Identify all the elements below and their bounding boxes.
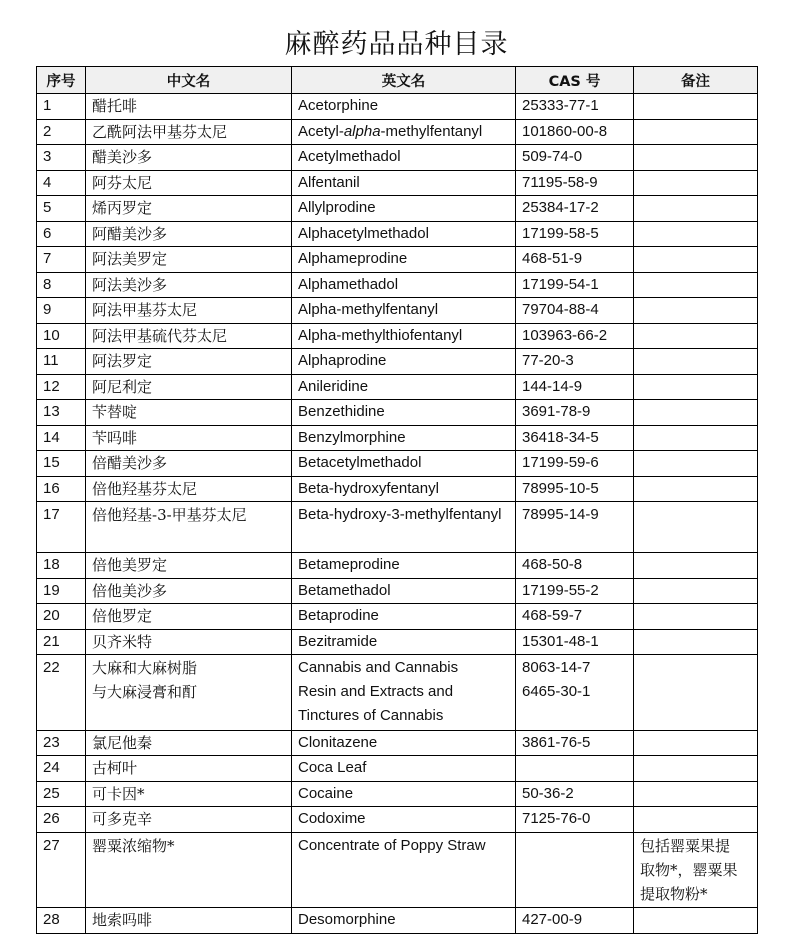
cell-cas-number: 50-36-2 (516, 781, 634, 807)
cell-cas-number: 25333-77-1 (516, 94, 634, 120)
cell-english-name: Benzylmorphine (292, 425, 516, 451)
drug-catalog-table (36, 66, 758, 934)
cell-remarks (634, 604, 758, 630)
cell-chinese-name: 乙酰阿法甲基芬太尼 (86, 119, 292, 145)
cell-cas-number: 3861-76-5 (516, 730, 634, 756)
cell-english-name: Acetyl-alpha-methylfentanyl (292, 119, 516, 145)
cell-english-name: Betamethadol (292, 578, 516, 604)
cell-serial-no: 14 (37, 425, 86, 451)
cell-serial-no: 8 (37, 272, 86, 298)
cell-remarks (634, 578, 758, 604)
cell-cas-number: 25384-17-2 (516, 196, 634, 222)
cell-chinese-name: 苄替啶 (86, 400, 292, 426)
cell-remarks (634, 502, 758, 553)
cell-serial-no: 25 (37, 781, 86, 807)
cell-serial-no: 23 (37, 730, 86, 756)
cell-chinese-name: 醋托啡 (86, 94, 292, 120)
cell-english-name: Alphacetylmethadol (292, 221, 516, 247)
cell-english-name: Acetylmethadol (292, 145, 516, 171)
cell-cas-number: 15301-48-1 (516, 629, 634, 655)
cell-remarks (634, 553, 758, 579)
cell-chinese-name: 阿醋美沙多 (86, 221, 292, 247)
table-row (37, 807, 758, 833)
cell-cas-number: 8063-14-7 6465-30-1 (516, 655, 634, 731)
table-row (37, 119, 758, 145)
cell-english-name: Betameprodine (292, 553, 516, 579)
cell-serial-no: 2 (37, 119, 86, 145)
table-row (37, 221, 758, 247)
cell-english-name: Betaprodine (292, 604, 516, 630)
cell-english-name: Allylprodine (292, 196, 516, 222)
cell-serial-no: 6 (37, 221, 86, 247)
cell-cas-number: 103963-66-2 (516, 323, 634, 349)
cell-serial-no: 1 (37, 94, 86, 120)
cell-chinese-name: 阿法罗定 (86, 349, 292, 375)
cell-cas-number: 71195-58-9 (516, 170, 634, 196)
cell-english-name: Alphameprodine (292, 247, 516, 273)
cell-cas-number: 7125-76-0 (516, 807, 634, 833)
cell-chinese-name: 倍他罗定 (86, 604, 292, 630)
table-row (37, 553, 758, 579)
cell-chinese-name: 倍醋美沙多 (86, 451, 292, 477)
cell-remarks (634, 349, 758, 375)
cell-remarks (634, 374, 758, 400)
header-english-name: 英文名 (292, 67, 516, 94)
header-serial-no: 序号 (37, 67, 86, 94)
cell-english-name: Beta-hydroxy-3-methylfentanyl (292, 502, 516, 553)
cell-english-name: Cocaine (292, 781, 516, 807)
cell-english-name: Benzethidine (292, 400, 516, 426)
cell-english-name: Cannabis and Cannabis Resin and Extracts and Tinctures of Cannabis (292, 655, 516, 731)
table-row (37, 730, 758, 756)
cell-remarks (634, 196, 758, 222)
cell-remarks (634, 908, 758, 934)
cell-serial-no: 26 (37, 807, 86, 833)
cell-serial-no: 3 (37, 145, 86, 171)
table-row (37, 832, 758, 908)
cell-chinese-name: 贝齐米特 (86, 629, 292, 655)
cell-english-name: Alpha-methylfentanyl (292, 298, 516, 324)
cell-cas-number: 77-20-3 (516, 349, 634, 375)
cell-remarks (634, 170, 758, 196)
cell-chinese-name: 烯丙罗定 (86, 196, 292, 222)
cell-cas-number: 509-74-0 (516, 145, 634, 171)
cell-chinese-name: 阿尼利定 (86, 374, 292, 400)
cell-english-name: Coca Leaf (292, 756, 516, 782)
cell-serial-no: 9 (37, 298, 86, 324)
table-row (37, 781, 758, 807)
table-row (37, 425, 758, 451)
cell-serial-no: 5 (37, 196, 86, 222)
cell-serial-no: 28 (37, 908, 86, 934)
cell-remarks (634, 655, 758, 731)
cell-cas-number (516, 832, 634, 908)
cell-cas-number: 36418-34-5 (516, 425, 634, 451)
cell-cas-number: 427-00-9 (516, 908, 634, 934)
cell-remarks (634, 119, 758, 145)
cell-remarks (634, 807, 758, 833)
table-row (37, 349, 758, 375)
cell-cas-number: 101860-00-8 (516, 119, 634, 145)
cell-cas-number: 468-59-7 (516, 604, 634, 630)
cell-remarks (634, 247, 758, 273)
cell-remarks (634, 272, 758, 298)
table-row (37, 170, 758, 196)
cell-chinese-name: 阿芬太尼 (86, 170, 292, 196)
table-header-row (37, 67, 758, 94)
cell-chinese-name: 倍他美罗定 (86, 553, 292, 579)
cell-serial-no: 12 (37, 374, 86, 400)
table-row (37, 374, 758, 400)
cell-remarks (634, 629, 758, 655)
table-row (37, 145, 758, 171)
cell-chinese-name: 倍他羟基芬太尼 (86, 476, 292, 502)
cell-serial-no: 10 (37, 323, 86, 349)
table-row (37, 476, 758, 502)
cell-chinese-name: 大麻和大麻树脂 与大麻浸膏和酊 (86, 655, 292, 731)
cell-english-name: Alfentanil (292, 170, 516, 196)
cell-chinese-name: 倍他美沙多 (86, 578, 292, 604)
cell-cas-number: 78995-14-9 (516, 502, 634, 553)
table-row (37, 451, 758, 477)
header-chinese-name: 中文名 (86, 67, 292, 94)
cell-chinese-name: 氯尼他秦 (86, 730, 292, 756)
cell-cas-number: 17199-59-6 (516, 451, 634, 477)
cell-chinese-name: 阿法美罗定 (86, 247, 292, 273)
table-row (37, 655, 758, 731)
table-row (37, 604, 758, 630)
cell-remarks (634, 476, 758, 502)
cell-cas-number: 17199-54-1 (516, 272, 634, 298)
cell-cas-number: 17199-55-2 (516, 578, 634, 604)
cell-cas-number: 144-14-9 (516, 374, 634, 400)
cell-remarks (634, 145, 758, 171)
table-row (37, 323, 758, 349)
cell-english-name: Anileridine (292, 374, 516, 400)
cell-remarks (634, 425, 758, 451)
cell-serial-no: 16 (37, 476, 86, 502)
cell-serial-no: 19 (37, 578, 86, 604)
italic-alpha-text: alpha (343, 122, 381, 140)
cell-cas-number (516, 756, 634, 782)
cell-chinese-name: 倍他羟基-3-甲基芬太尼 (86, 502, 292, 553)
cell-english-name: Desomorphine (292, 908, 516, 934)
cell-serial-no: 17 (37, 502, 86, 553)
cell-cas-number: 17199-58-5 (516, 221, 634, 247)
cell-chinese-name: 罂粟浓缩物* (86, 832, 292, 908)
cell-chinese-name: 地索吗啡 (86, 908, 292, 934)
cell-serial-no: 20 (37, 604, 86, 630)
cell-serial-no: 18 (37, 553, 86, 579)
cell-chinese-name: 阿法美沙多 (86, 272, 292, 298)
cell-serial-no: 13 (37, 400, 86, 426)
cell-remarks (634, 756, 758, 782)
cell-serial-no: 24 (37, 756, 86, 782)
header-remarks: 备注 (634, 67, 758, 94)
cell-english-name: Alphaprodine (292, 349, 516, 375)
cell-remarks (634, 94, 758, 120)
page-title: 麻醉药品品种目录 (284, 29, 509, 60)
table-row (37, 908, 758, 934)
cell-remarks (634, 221, 758, 247)
cell-remarks (634, 298, 758, 324)
cell-remarks (634, 730, 758, 756)
cell-remarks (634, 323, 758, 349)
cell-cas-number: 3691-78-9 (516, 400, 634, 426)
cell-english-name: Codoxime (292, 807, 516, 833)
cell-english-name: Bezitramide (292, 629, 516, 655)
cell-cas-number: 79704-88-4 (516, 298, 634, 324)
cell-english-name: Alphamethadol (292, 272, 516, 298)
table-row (37, 756, 758, 782)
table-row (37, 247, 758, 273)
cell-remarks: 包括罂粟果提 取物*，罂粟果 提取物粉* (634, 832, 758, 908)
table-row (37, 196, 758, 222)
cell-chinese-name: 阿法甲基芬太尼 (86, 298, 292, 324)
cell-chinese-name: 醋美沙多 (86, 145, 292, 171)
cell-serial-no: 21 (37, 629, 86, 655)
table-row (37, 578, 758, 604)
cell-serial-no: 27 (37, 832, 86, 908)
cell-remarks (634, 781, 758, 807)
cell-english-name: Betacetylmethadol (292, 451, 516, 477)
table-row (37, 272, 758, 298)
cell-english-name: Beta-hydroxyfentanyl (292, 476, 516, 502)
cell-english-name: Acetorphine (292, 94, 516, 120)
cell-serial-no: 4 (37, 170, 86, 196)
cell-cas-number: 78995-10-5 (516, 476, 634, 502)
cell-remarks (634, 400, 758, 426)
header-cas-number: CAS 号 (516, 67, 634, 94)
cell-english-name: Clonitazene (292, 730, 516, 756)
table-body (37, 94, 758, 934)
cell-chinese-name: 古柯叶 (86, 756, 292, 782)
cell-chinese-name: 苄吗啡 (86, 425, 292, 451)
cell-serial-no: 15 (37, 451, 86, 477)
cell-chinese-name: 可卡因* (86, 781, 292, 807)
cell-chinese-name: 可多克辛 (86, 807, 292, 833)
cell-remarks (634, 451, 758, 477)
cell-serial-no: 22 (37, 655, 86, 731)
table-row (37, 400, 758, 426)
table-row (37, 94, 758, 120)
cell-serial-no: 11 (37, 349, 86, 375)
cell-serial-no: 7 (37, 247, 86, 273)
cell-cas-number: 468-50-8 (516, 553, 634, 579)
cell-english-name: Alpha-methylthiofentanyl (292, 323, 516, 349)
table-row (37, 629, 758, 655)
cell-english-name: Concentrate of Poppy Straw (292, 832, 516, 908)
table-row (37, 298, 758, 324)
table-row (37, 502, 758, 553)
cell-chinese-name: 阿法甲基硫代芬太尼 (86, 323, 292, 349)
cell-cas-number: 468-51-9 (516, 247, 634, 273)
